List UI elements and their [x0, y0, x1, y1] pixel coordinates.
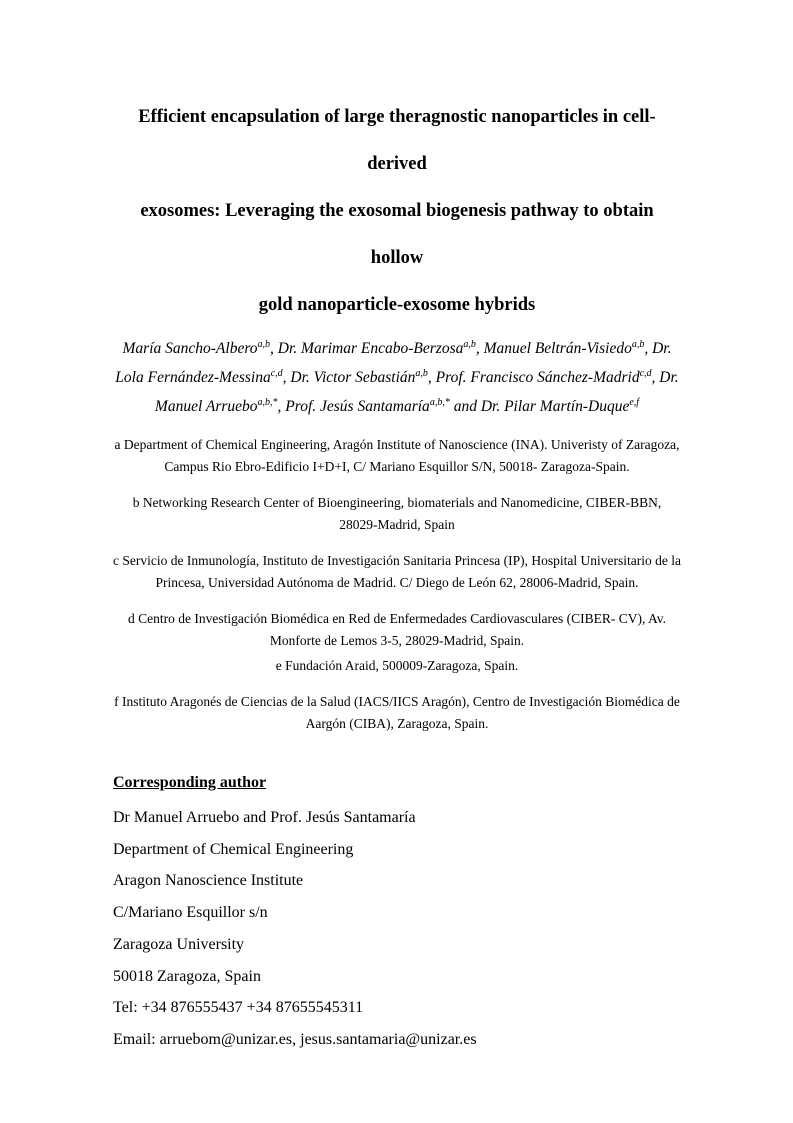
- author-separator: ,: [427, 369, 436, 386]
- contact-line-street: C/Mariano Esquillor s/n: [113, 904, 268, 922]
- author: [436, 369, 660, 386]
- author-name: Prof. Jesús Santamaría: [285, 398, 430, 415]
- author-superscript: a,b: [631, 338, 645, 350]
- author-superscript: c,d: [270, 367, 283, 379]
- author-separator: ,: [475, 340, 484, 357]
- corresponding-author-section: [113, 773, 681, 1056]
- author: [278, 340, 484, 357]
- author: [290, 369, 435, 386]
- contact-line-telephone: Tel: +34 876555437 +34 87655545311: [113, 999, 364, 1017]
- author-separator: ,: [282, 369, 291, 386]
- contact-line-city: 50018 Zaragoza, Spain: [113, 967, 261, 985]
- author-name: María Sancho-Albero: [122, 340, 258, 357]
- author-name: Dr. Marimar Encabo-Berzosa: [277, 340, 464, 357]
- author: [123, 340, 278, 357]
- author: [285, 398, 481, 415]
- contact-line-department: Department of Chemical Engineering: [113, 840, 354, 858]
- author-superscript: c,d: [639, 367, 652, 379]
- paper-title: [113, 94, 681, 329]
- affiliations: [113, 434, 681, 735]
- affiliation-c: c Servicio de Inmunología, Instituto de Investigación Sanitaria Princesa (IP), Hospital Universitario de la Princesa, Universidad Autónoma de Madrid. C/ Diego de León 62, 28006-Madrid, Spain.: [113, 553, 681, 590]
- author-superscript: a,b,*: [257, 396, 278, 408]
- author-name: Dr. Victor Sebastián: [290, 369, 416, 386]
- affiliation-a: a Department of Chemical Engineering, Aragón Institute of Nanoscience (INA). Univeristy of Zaragoza, Campus Rio Ebro-Edificio I+D+I, C/ Mariano Esquillor S/N, 50018- Zaragoza-Spain.: [114, 437, 680, 474]
- affiliation-d: d Centro de Investigación Biomédica en Red de Enfermedades Cardiovasculares (CIBER- CV), Av. Monforte de Lemos 3-5, 28029-Madrid, Spain.: [128, 611, 666, 648]
- corresponding-author-heading: Corresponding author: [113, 774, 267, 791]
- author-name: Manuel Beltrán-Visiedo: [483, 340, 632, 357]
- paper-title-line-2: exosomes: Leveraging the exosomal biogenesis pathway to obtain hollow: [140, 201, 654, 268]
- contact-line-email: Email: arruebom@unizar.es, jesus.santamaria@unizar.es: [113, 1030, 477, 1048]
- author-separator: ,: [270, 340, 278, 357]
- affiliation-f: f Instituto Aragonés de Ciencias de la Salud (IACS/IICS Aragón), Centro de Investigación Biomédica de Aargón (CIBA), Zaragoza, Spain.: [114, 694, 680, 731]
- author-separator: ,: [277, 398, 286, 415]
- author-superscript: a,b,*: [429, 396, 450, 408]
- author-separator: and: [449, 398, 481, 415]
- paper-title-line-1: Efficient encapsulation of large theragnostic nanoparticles in cell-derived: [138, 107, 656, 174]
- paper-title-line-3: gold nanoparticle-exosome hybrids: [258, 295, 536, 315]
- authors-line: [113, 334, 681, 421]
- author: [484, 340, 652, 357]
- author: [481, 398, 639, 415]
- author-name: Dr. Pilar Martín-Duque: [480, 398, 630, 415]
- author-superscript: e,f: [629, 396, 640, 408]
- affiliation-b: b Networking Research Center of Bioengineering, biomaterials and Nanomedicine, CIBER-BBN, 28029-Madrid, Spain: [132, 495, 662, 532]
- contact-line-university: Zaragoza University: [113, 935, 245, 953]
- author-name: Dr. Lola Fernández-Messina: [115, 340, 672, 386]
- contact-line-institute: Aragon Nanoscience Institute: [113, 872, 304, 890]
- author-superscript: a,b: [415, 367, 428, 379]
- author-separator: ,: [644, 340, 653, 357]
- author-name: Dr. Manuel Arruebo: [154, 369, 679, 415]
- author-superscript: a,b: [463, 338, 476, 350]
- affiliation-e: e Fundación Araid, 500009-Zaragoza, Spain.: [275, 658, 519, 673]
- author-separator: ,: [651, 369, 660, 386]
- contact-line-names: Dr Manuel Arruebo and Prof. Jesús Santamaría: [113, 809, 416, 826]
- author-name: Prof. Francisco Sánchez-Madrid: [435, 369, 640, 386]
- author-superscript: a,b: [257, 338, 271, 350]
